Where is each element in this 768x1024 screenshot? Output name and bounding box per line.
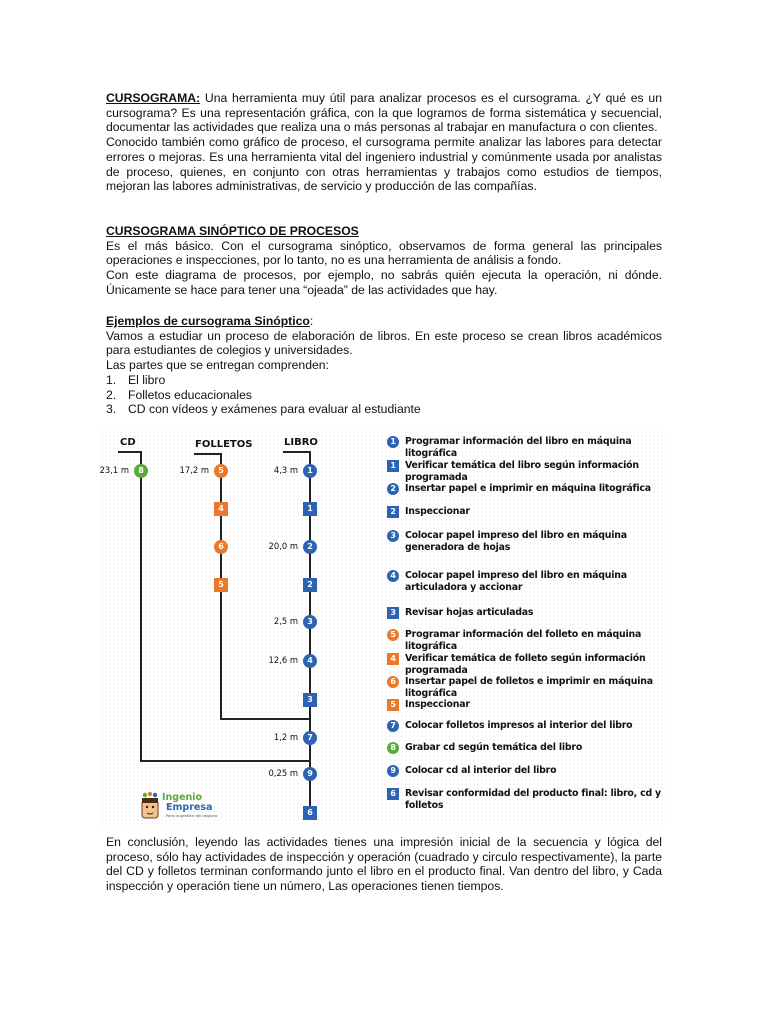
operation-time-label: 12,6 m	[268, 655, 298, 665]
column-header-libro: LIBRO	[284, 437, 318, 448]
operation-symbol-icon: 8	[387, 742, 399, 754]
list-number: 1.	[106, 372, 117, 387]
operation-time-label: 17,2 m	[179, 465, 209, 475]
operation-node-8: 8	[134, 464, 148, 478]
legend-text: Colocar cd al interior del libro	[405, 765, 557, 776]
conclusion-section	[106, 835, 662, 894]
operation-symbol-icon: 3	[387, 530, 399, 542]
ingenio-empresa-logo	[140, 792, 218, 827]
inspection-node-4: 4	[214, 502, 228, 516]
legend-text: Colocar papel impreso del libro en máquina generadora de hojas	[405, 530, 627, 553]
operation-node-7: 7	[303, 731, 317, 745]
logo-text-line1: Ingenio	[162, 792, 203, 803]
inspection-symbol-icon: 5	[387, 699, 399, 711]
operation-node-1: 1	[303, 464, 317, 478]
legend-text: Insertar papel e imprimir en máquina litográfica	[405, 483, 651, 494]
cd-join-line	[140, 760, 310, 762]
legend-text: Verificar temática de folleto según información programada	[405, 653, 646, 676]
column-header-folletos: FOLLETOS	[195, 439, 253, 450]
inspection-node-3: 3	[303, 693, 317, 707]
column-header-cd: CD	[120, 437, 136, 448]
legend-text: Programar información del libro en máquina litográfica	[405, 436, 632, 459]
inspection-node-1: 1	[303, 502, 317, 516]
operation-symbol-icon: 5	[387, 629, 399, 641]
cursograma-diagram	[100, 430, 666, 825]
intro-section	[106, 91, 662, 194]
intro-paragraph-2: Conocido también como gráfico de proceso, el cursograma permite analizar las labores para detectar errores o mejoras. Es una herramienta vital del ingeniero industrial y comúnmente usada por analistas de proceso, quienes, en conjunto con otras herramientas y trabajos como estudios de tiempos, mejoran las labores administrativas, de servicio y producción de las compañías.	[106, 135, 662, 194]
inspection-symbol-icon: 6	[387, 788, 399, 800]
operation-node-6: 6	[214, 540, 228, 554]
operation-symbol-icon: 7	[387, 720, 399, 732]
list-item	[106, 388, 662, 403]
list-label: CD con vídeos y exámenes para evaluar al estudiante	[128, 402, 421, 417]
legend-text: Revisar conformidad del producto final: libro, cd y folletos	[405, 788, 661, 811]
list-number: 3.	[106, 402, 117, 417]
cursograma-heading: CURSOGRAMA:	[106, 91, 201, 105]
logo-tagline: Para la gestión del negocio	[166, 813, 218, 818]
legend-text: Inspeccionar	[405, 506, 470, 517]
operation-node-3: 3	[303, 615, 317, 629]
ejemplos-heading: Ejemplos de cursograma Sinóptico	[106, 314, 310, 328]
operation-time-label: 0,25 m	[268, 768, 298, 778]
operation-symbol-icon: 6	[387, 676, 399, 688]
legend-text: Colocar folletos impresos al interior del libro	[405, 720, 633, 731]
intro-paragraph-1	[106, 91, 662, 135]
operation-symbol-icon: 4	[387, 570, 399, 582]
inspection-symbol-icon: 1	[387, 460, 399, 472]
cd-header-line	[118, 451, 140, 453]
ejemplos-paragraph-1: Vamos a estudiar un proceso de elaboración de libros. En este proceso se crean libros académicos para estudiantes de colegios y universidades.	[106, 328, 662, 358]
inspection-symbol-icon: 3	[387, 607, 399, 619]
intro-text-1: Una herramienta muy útil para analizar procesos es el cursograma. ¿Y qué es un cursograma? Es una representación gráfica, con la que logramos de forma sistemática y secuencial, documentar las actividades que realiza una o más personas al trabajar en manufactura o con clientes.	[106, 91, 662, 135]
ejemplos-paragraph-2: Las partes que se entregan comprenden:	[106, 358, 329, 373]
legend-text: Insertar papel de folletos e imprimir en máquina litográfica	[405, 676, 653, 699]
inspection-node-5: 5	[214, 578, 228, 592]
operation-time-label: 1,2 m	[273, 732, 298, 742]
legend-text: Verificar temática del libro según información programada	[405, 460, 639, 483]
operation-symbol-icon: 1	[387, 436, 399, 448]
operation-symbol-icon: 9	[387, 765, 399, 777]
inspection-symbol-icon: 2	[387, 506, 399, 518]
list-label: El libro	[128, 372, 166, 387]
operation-node-4: 4	[303, 654, 317, 668]
legend-text: Inspeccionar	[405, 699, 470, 710]
legend-text: Programar información del folleto en máquina litográfica	[405, 629, 642, 652]
sinoptico-paragraph-1: Es el más básico. Con el cursograma sinóptico, observamos de forma general las principales operaciones e inspecciones, por lo tanto, no es una herramienta de análisis a fondo.	[106, 238, 662, 268]
parts-list	[106, 373, 662, 417]
sinoptico-paragraph-2: Con este diagrama de procesos, por ejemplo, no sabrás quién ejecuta la operación, ni dónde. Únicamente se hace para tener una “ojeada” de las actividades que hay.	[106, 268, 662, 297]
conclusion-paragraph: En conclusión, leyendo las actividades tienes una impresión inicial de la secuencia y lógica del proceso, sólo hay actividades de inspección y operación (cuadrado y circulo respectivamente), la parte del CD y folletos terminan conformando junto el libro en el producto final. Van dentro del libro, y Cada inspección y operación tiene un número, Las operaciones tienen tiempos.	[106, 835, 662, 894]
operation-node-2: 2	[303, 540, 317, 554]
legend-text: Revisar hojas articuladas	[405, 607, 534, 618]
sinoptico-section	[106, 224, 662, 298]
operation-node-5: 5	[214, 464, 228, 478]
libro-header-line	[283, 451, 311, 453]
inspection-symbol-icon: 4	[387, 653, 399, 665]
ejemplos-colon: :	[309, 314, 314, 328]
list-number: 2.	[106, 387, 117, 402]
list-item	[106, 402, 662, 417]
legend-text: Grabar cd según temática del libro	[405, 742, 583, 753]
operation-node-9: 9	[303, 767, 317, 781]
inspection-node-6: 6	[303, 806, 317, 820]
list-label: Folletos educacionales	[128, 387, 252, 402]
operation-time-label: 23,1 m	[99, 465, 129, 475]
folletos-header-line	[194, 453, 222, 455]
folletos-join-line	[220, 718, 310, 720]
operation-time-label: 4,3 m	[273, 465, 298, 475]
operation-time-label: 2,5 m	[273, 616, 298, 626]
inspection-node-2: 2	[303, 578, 317, 592]
ejemplos-section	[106, 314, 662, 417]
operation-symbol-icon: 2	[387, 483, 399, 495]
operation-time-label: 20,0 m	[268, 541, 298, 551]
cd-flow-line	[140, 451, 142, 762]
legend-text: Colocar papel impreso del libro en máquina articuladora y accionar	[405, 570, 627, 593]
logo-text-line2: Empresa	[166, 802, 213, 813]
list-item	[106, 373, 662, 388]
sinoptico-heading: CURSOGRAMA SINÓPTICO DE PROCESOS	[106, 224, 359, 238]
